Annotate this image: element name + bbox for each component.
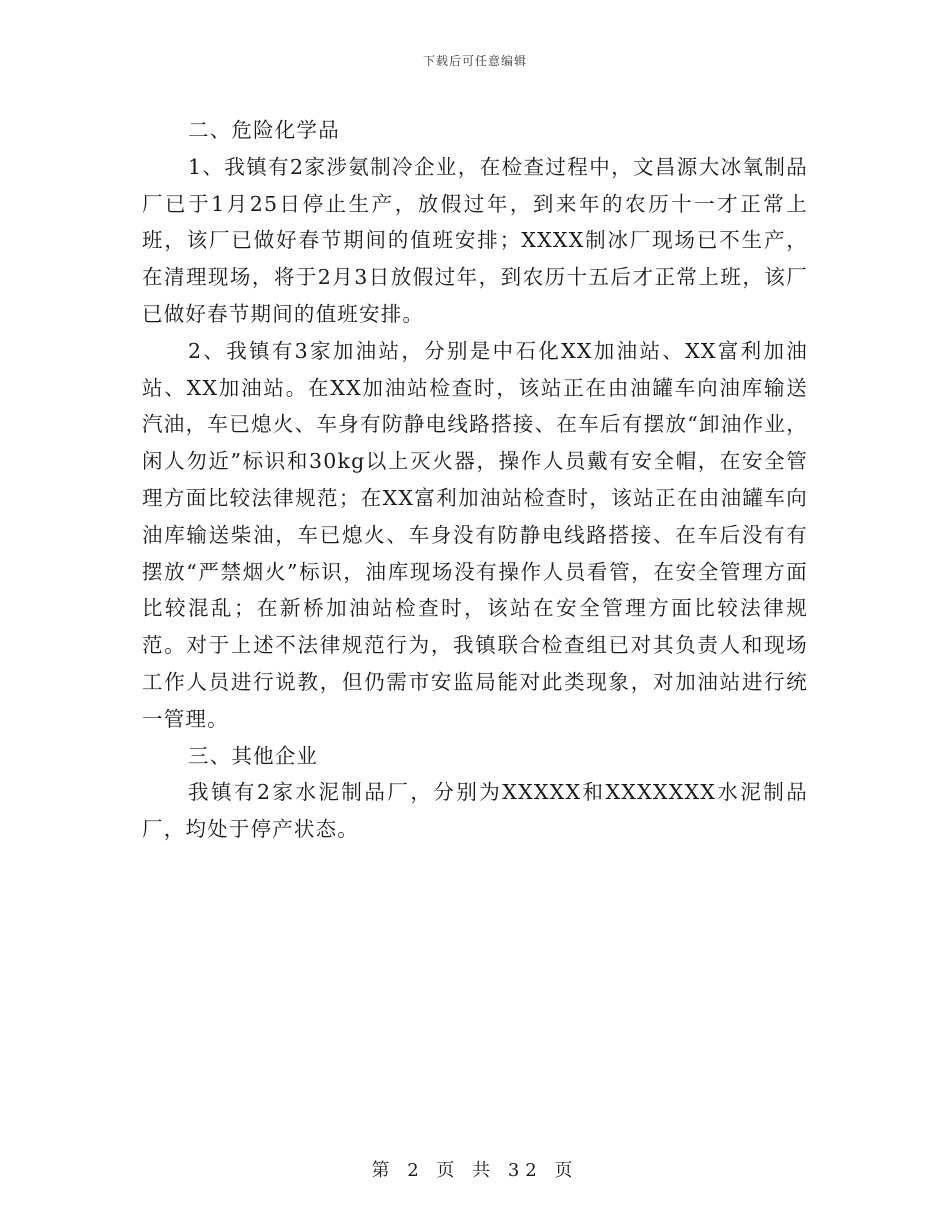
section-heading-hazardous-chemicals: 二、危险化学品 [188,118,340,142]
paragraph-gas-stations: 2、我镇有3家加油站，分别是中石化XX加油站、XX富利加油站、XX加油站。在XX加油站检查时，该站正在由油罐车向油库输送汽油，车已熄火、车身有防静电线路搭接、在车后有摆放“卸油作业，闲人勿近”标识和30kg以上灭火器，操作人员戴有安全帽，在安全管理方面比较法律规范；在XX富利加油站检查时，该站正在由油罐车向油库输送柴油，车已熄火、车身没有防静电线路搭接、在车后没有有摆放“严禁烟火”标识，油库现场没有操作人员看管，在安全管理方面比较混乱；在新桥加油站检查时，该站在安全管理方面比较法律规范。对于上述不法律规范行为，我镇联合检查组已对其负责人和现场工作人员进行说教，但仍需市安监局能对此类现象，对加油站进行统一管理。 [142,338,808,731]
page-number-footer: 第 2 页 共 32 页 [371,1160,579,1181]
section-heading-other-enterprises: 三、其他企业 [188,743,319,768]
paragraph-cement-plants: 我镇有2家水泥制品厂，分别为XXXXX和XXXXXXX水泥制品厂，均处于停产状态。 [142,780,808,842]
document-body [142,112,808,848]
paragraph-ammonia-refrigeration: 1、我镇有2家涉氨制冷企业，在检查过程中，文昌源大冰氧制品厂已于1月25日停止生产，放假过年，到来年的农历十一才正常上班，该厂已做好春节期间的值班安排；XXXX制冰厂现场已不生产，在清理现场，将于2月3日放假过年，到农历十五后才正常上班，该厂已做好春节期间的值班安排。 [142,154,808,326]
page-header: 下载后可任意编辑 [422,54,527,68]
